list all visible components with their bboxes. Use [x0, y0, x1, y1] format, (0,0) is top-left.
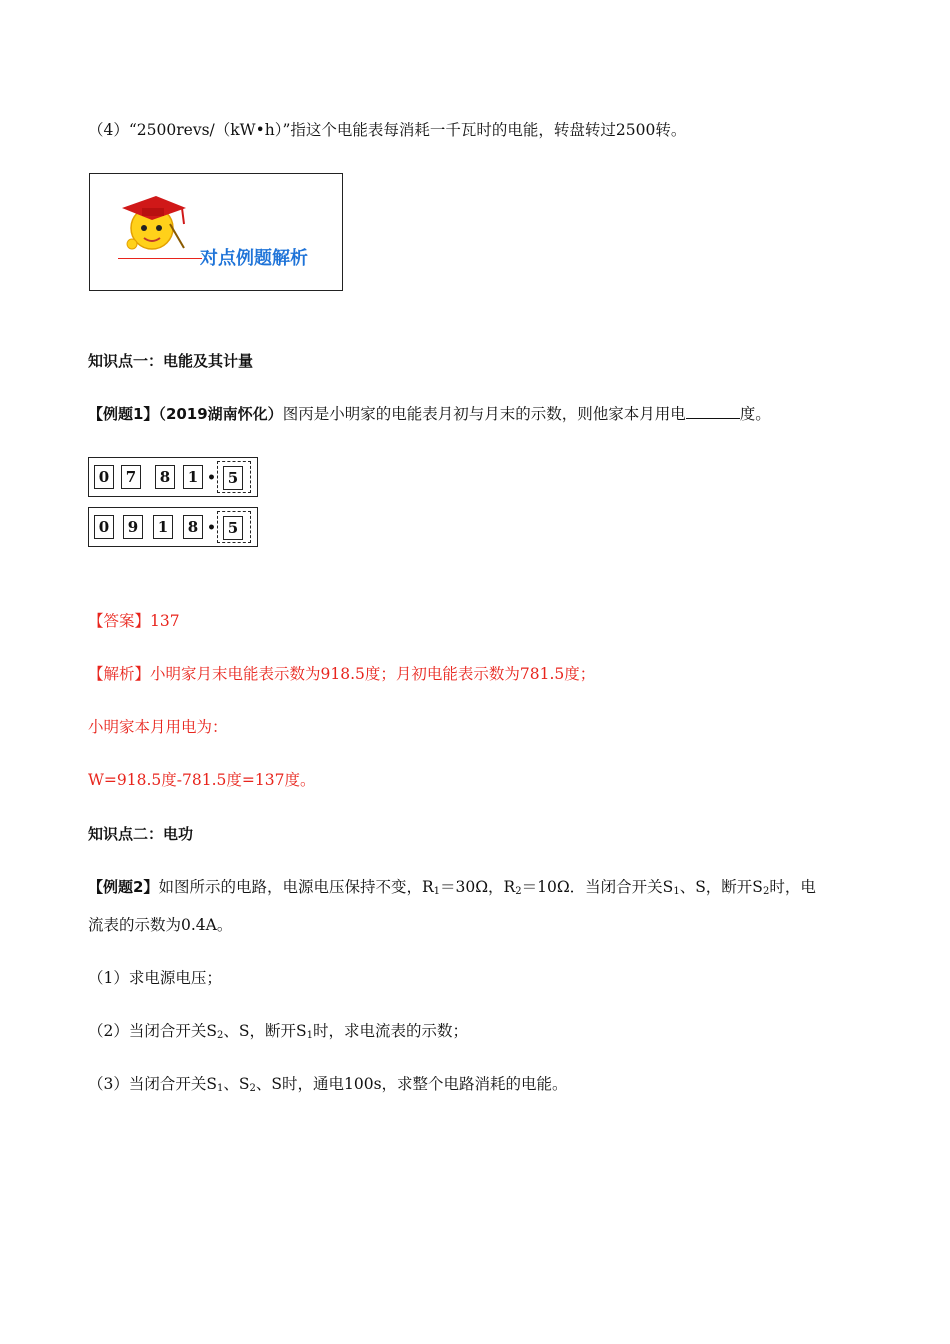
meter-start-reading: [88, 457, 258, 497]
question-text: （2）当闭合开关S: [88, 1022, 217, 1040]
example-2-text: ＝30Ω，R: [439, 878, 516, 896]
section-1-heading: 知识点一：电能及其计量: [88, 352, 254, 370]
decimal-dot: •: [207, 470, 216, 486]
banner-rule: [118, 258, 202, 259]
meter-digit: 8: [155, 465, 175, 489]
example-1-tag: 【例题1】（2019湖南怀化）: [88, 405, 283, 423]
question-2: [88, 1021, 468, 1046]
example-1: [88, 404, 771, 424]
graduate-smiley-icon: [112, 186, 192, 256]
analysis-line-2: 小明家本月用电为：: [88, 718, 228, 736]
analysis-line-1: [88, 664, 595, 684]
decimal-box: [217, 511, 251, 543]
question-text: 、S: [223, 1075, 250, 1093]
question-3: [88, 1074, 568, 1099]
example-2-line-1: [88, 877, 816, 902]
example-2-text: 如图所示的电路，电源电压保持不变，R: [158, 878, 434, 896]
example-2-line-2: 流表的示数为0.4A。: [88, 916, 233, 934]
meter-decimal-digit: 5: [223, 516, 243, 540]
example-1-tail: 度。: [739, 405, 771, 423]
analysis-line-3: W=918.5度-781.5度=137度。: [88, 771, 316, 789]
question-text: （3）当闭合开关S: [88, 1075, 217, 1093]
subscript: 1: [216, 1083, 224, 1094]
answer-tag: 【答案】: [88, 612, 151, 630]
decimal-dot: •: [207, 520, 216, 536]
banner-label: 对点例题解析: [200, 248, 308, 269]
question-text: 时，求电流表的示数；: [312, 1022, 468, 1040]
example-1-text: 图丙是小明家的电能表月初与月末的示数，则他家本月用电: [282, 405, 686, 423]
answer-line: [88, 611, 180, 631]
example-2-text: 时，电: [769, 878, 816, 896]
decimal-box: [217, 461, 251, 493]
section-2-heading: 知识点二：电功: [88, 825, 194, 843]
meter-decimal-digit: 5: [223, 466, 243, 490]
answer-value: 137: [150, 612, 180, 630]
example-2-tag: 【例题2】: [88, 878, 159, 896]
meter-digit: 7: [121, 465, 141, 489]
subscript: 1: [306, 1030, 313, 1041]
subscript: 2: [762, 886, 770, 897]
section-banner: [89, 173, 343, 291]
answer-blank: [686, 404, 740, 419]
subscript: 1: [433, 886, 440, 897]
subscript: 2: [515, 886, 522, 897]
item-4-text: （4）“2500revs/（kW•h）”指这个电能表每消耗一千瓦时的电能，转盘转过2500转。: [88, 121, 687, 139]
subscript: 2: [249, 1083, 256, 1094]
subscript: 1: [673, 886, 680, 897]
analysis-tag: 【解析】: [88, 665, 151, 683]
example-2-text: ＝10Ω．当闭合开关S: [521, 878, 674, 896]
example-2-text: 、S，断开S: [679, 878, 763, 896]
meter-digit: 0: [94, 515, 114, 539]
question-1: （1）求电源电压；: [88, 969, 222, 987]
analysis-text-1: 小明家月末电能表示数为918.5度；月初电能表示数为781.5度；: [150, 665, 596, 683]
question-text: 、S，断开S: [223, 1022, 307, 1040]
meter-digit: 1: [183, 465, 203, 489]
meter-digit: 0: [94, 465, 114, 489]
meter-digit: 1: [153, 515, 173, 539]
meter-digit: 9: [123, 515, 143, 539]
question-text: 、S时，通电100s，求整个电路消耗的电能。: [255, 1075, 568, 1093]
subscript: 2: [216, 1030, 224, 1041]
meter-digit: 8: [183, 515, 203, 539]
meter-end-reading: [88, 507, 258, 547]
